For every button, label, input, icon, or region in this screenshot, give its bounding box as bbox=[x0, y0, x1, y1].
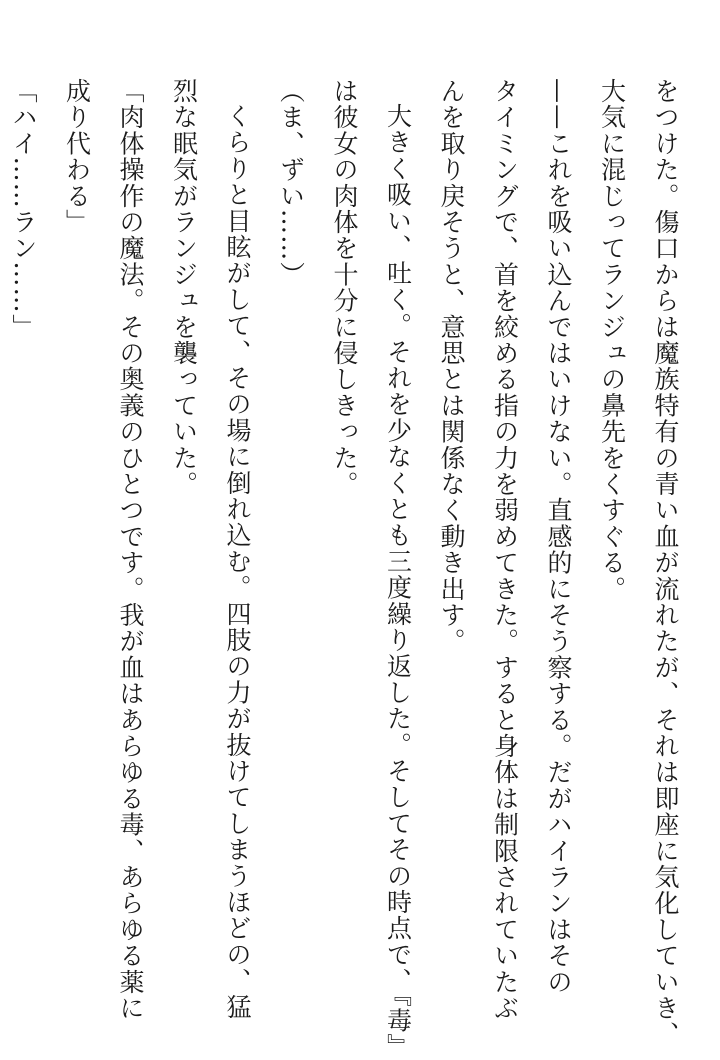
text-line: 「ハイ……ラン……」 bbox=[9, 78, 38, 340]
text-line: 大気に混じってランジュの鼻先をくすぐる。 bbox=[597, 78, 627, 602]
vertical-text-body bbox=[0, 78, 692, 1060]
text-line: 成り代わる」 bbox=[62, 78, 92, 236]
text-line: ——これを吸い込んではいけない。直感的にそう察する。だがハイランはその bbox=[544, 78, 573, 995]
text-line: は彼女の肉体を十分に侵しきった。 bbox=[330, 78, 359, 498]
text-line: 「肉体操作の魔法。その奥義のひとつです。我が血はあらゆる毒、あらゆる薬に bbox=[116, 78, 145, 1022]
text-line: 烈な眠気がランジュを襲っていた。 bbox=[169, 78, 199, 498]
text-line: （ま、ずい……） bbox=[276, 78, 306, 288]
text-line: くらりと目眩がして、その場に倒れ込む。四肢の力が抜けてしまうほどの、猛 bbox=[223, 103, 252, 1021]
text-line: 大きく吸い、吐く。それを少なくとも三度繰り返した。そしてその時点で、『毒』 bbox=[383, 103, 413, 1060]
text-line: んを取り戻そうと、意思とは関係なく動き出す。 bbox=[437, 78, 466, 655]
text-line: タイミングで、首を絞める指の力を弱めてきた。すると身体は制限されていたぶ bbox=[490, 78, 520, 1022]
text-line: をつけた。傷口からは魔族特有の青い血が流れたが、それは即座に気化していき、 bbox=[651, 78, 680, 1048]
